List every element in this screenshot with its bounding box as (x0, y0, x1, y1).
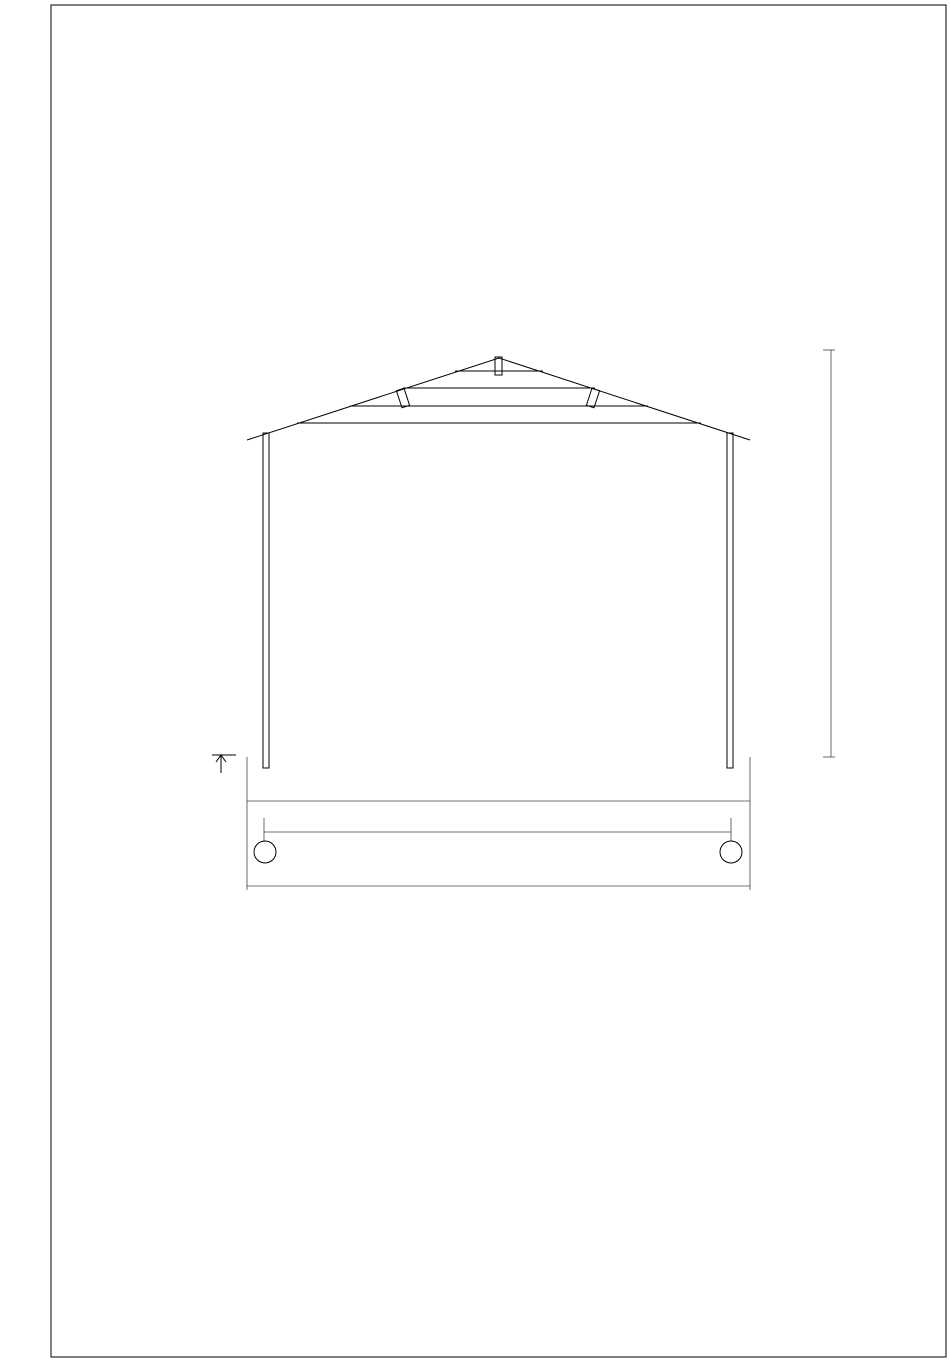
wall-marker (212, 755, 236, 773)
axis-c (720, 841, 742, 863)
height-dimension (823, 350, 835, 757)
purlin-pr2 (495, 357, 502, 375)
gable (247, 358, 750, 440)
right-post (727, 433, 733, 768)
sheet-border (51, 5, 946, 1357)
purlin-pr3 (586, 388, 599, 408)
axis-a (254, 841, 276, 863)
width-dimensions (247, 757, 750, 890)
left-post (263, 433, 269, 768)
